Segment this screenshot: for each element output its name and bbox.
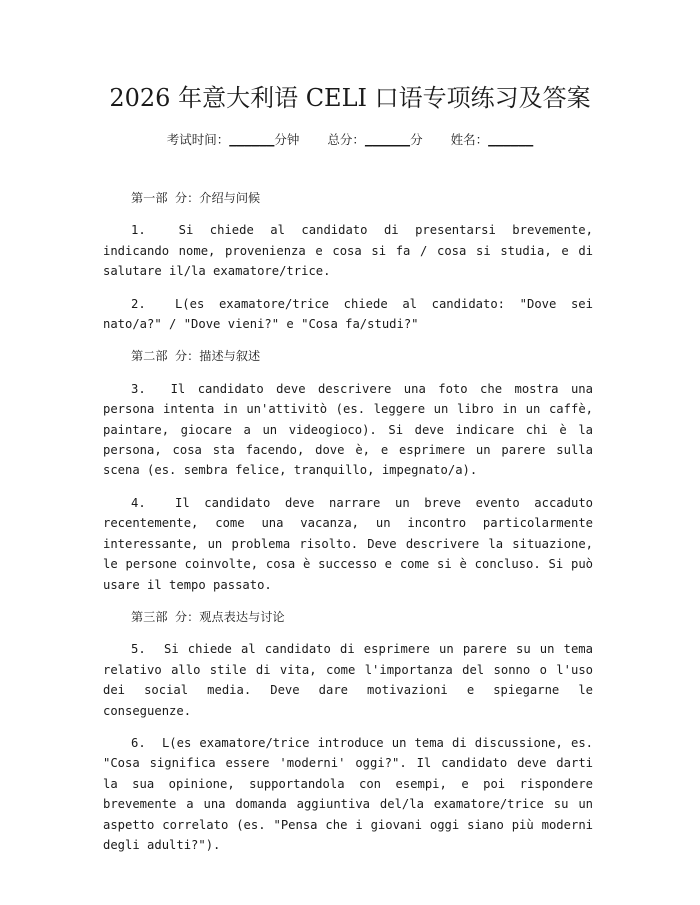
section-heading-3: 第三部 分：观点表达与讨论 bbox=[131, 609, 285, 624]
question-text: Il candidato deve narrare un breve evento accaduto recentemente, come una vacanza, un incontro particolarmente interessante, un problema risolto. Deve descrivere la situazione, le persone coinvolte, cosa è successo e come si è concluso. Si può usare il tempo passato. bbox=[103, 495, 593, 592]
question-text: Il candidato deve descrivere una foto che mostra una persona intenta in un'attivitò (es. leggere un libro in un caffè, paintare, giocare a un videogioco). Si deve indicare chi è la persona, cosa sta facendo, dove è, e esprimere un parere sulla scena (es. sembra felice, tranquillo, impegnato/a). bbox=[103, 381, 593, 478]
question-number: 1. bbox=[131, 223, 146, 238]
section-heading-2: 第二部 分：描述与叙述 bbox=[131, 349, 261, 364]
question-text: L(es examatore/trice chiede al candidato: "Dove sei nato/a?" / "Dove vieni?" e "Cosa fa/studi?" bbox=[103, 296, 593, 332]
name-blank: ______ bbox=[488, 132, 534, 147]
question-number: 3. bbox=[131, 381, 146, 396]
exam-info-line bbox=[0, 130, 700, 150]
time-blank: ______ bbox=[229, 132, 275, 147]
question-number: 4. bbox=[131, 495, 146, 510]
score-unit: 分 bbox=[410, 132, 423, 147]
time-label: 考试时间： bbox=[166, 132, 230, 147]
document-body bbox=[103, 188, 593, 867]
question-number: 2. bbox=[131, 296, 146, 311]
question-item bbox=[103, 379, 593, 481]
question-item bbox=[103, 639, 593, 721]
section-heading-1: 第一部 分：介绍与问候 bbox=[131, 191, 261, 205]
name-label: 姓名： bbox=[450, 132, 489, 147]
score-blank: ______ bbox=[364, 132, 411, 147]
question-text: L(es examatore/trice introduce un tema di discussione, es. "Cosa significa essere 'moderni' oggi?". Il candidato deve darti la sua opinione, supportandola con esempi, e poi rispondere brevemente a una domanda aggiuntiva del/la examatore/trice su un aspetto correlato (es. "Pensa che i giovani oggi siano più moderni degli adulti?"). bbox=[103, 735, 593, 852]
question-number: 5. bbox=[131, 642, 146, 657]
question-item bbox=[103, 493, 593, 595]
document-title: 2026 年意大利语 CELI 口语专项练习及答案 bbox=[109, 84, 591, 112]
question-item bbox=[103, 220, 593, 281]
score-label: 总分： bbox=[327, 132, 365, 147]
question-item bbox=[103, 733, 593, 855]
question-text: Si chiede al candidato di esprimere un parere su un tema relativo allo stile di vita, come l'importanza del sonno o l'uso dei social media. Deve dare motivazioni e spiegarne le conseguenze. bbox=[103, 642, 593, 718]
time-unit: 分钟 bbox=[274, 132, 300, 147]
question-text: Si chiede al candidato di presentarsi brevemente, indicando nome, provenienza e cosa si fa / cosa si studia, e di salutare il/la examatore/trice. bbox=[103, 223, 593, 279]
question-number: 6. bbox=[131, 735, 146, 750]
question-item bbox=[103, 294, 593, 335]
